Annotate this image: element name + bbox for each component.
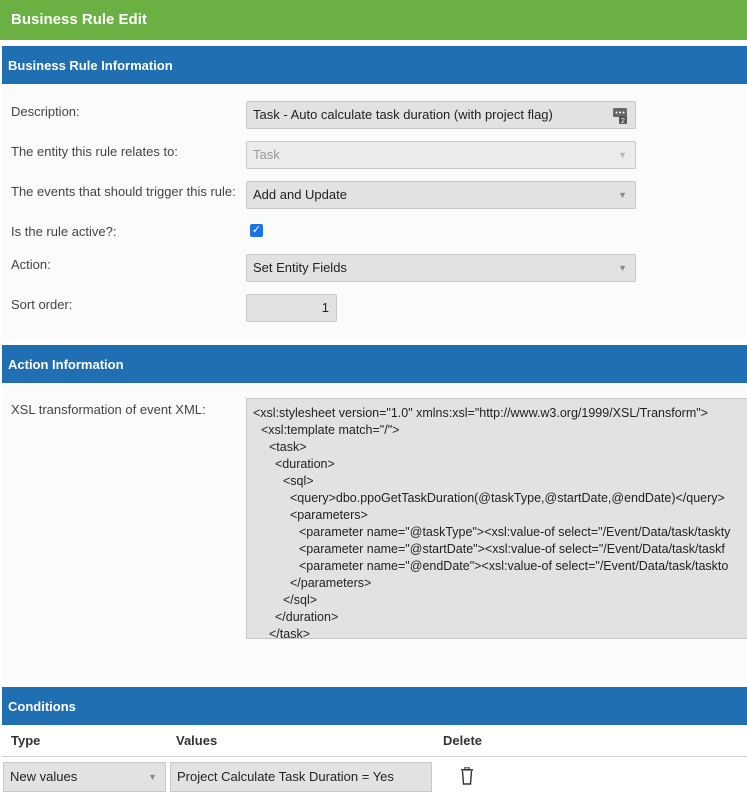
chevron-down-icon: ▼ [618, 190, 627, 200]
xsl-line: <xsl:stylesheet version="1.0" xmlns:xsl="http://www.w3.org/1999/XSL/Transform"> [253, 406, 708, 420]
entity-value: Task [253, 147, 280, 162]
xsl-line: </sql> [283, 593, 318, 607]
xsl-line: <duration> [275, 457, 335, 471]
xsl-line: <task> [269, 440, 307, 454]
action-select[interactable] [246, 254, 636, 282]
trash-icon[interactable] [459, 767, 475, 785]
action-value: Set Entity Fields [253, 260, 347, 275]
conditions-column-values: Values [176, 733, 218, 748]
divider [2, 756, 747, 757]
entity-label: The entity this rule relates to: [11, 144, 178, 159]
xsl-line: <xsl:template match="/"> [261, 423, 400, 437]
events-label: The events that should trigger this rule: [11, 184, 236, 199]
active-checkbox[interactable]: ✓ [251, 224, 262, 236]
condition-type-select[interactable] [3, 762, 166, 792]
xsl-label: XSL transformation of event XML: [11, 402, 206, 417]
xsl-line: <sql> [283, 474, 314, 488]
events-value: Add and Update [253, 187, 347, 202]
xsl-line: </duration> [275, 610, 339, 624]
text-options-icon[interactable] [613, 107, 627, 123]
xsl-line: <parameter name="@startDate"><xsl:value-of select="/Event/Data/task/taskf [299, 542, 725, 556]
condition-type-value: New values [10, 769, 78, 784]
description-label: Description: [11, 104, 80, 119]
section-header-conditions: Conditions [2, 687, 747, 725]
sort-order-label: Sort order: [11, 297, 73, 312]
page-title: Business Rule Edit [0, 0, 747, 40]
conditions-column-type: Type [11, 733, 41, 748]
svg-text:2: 2 [621, 118, 625, 124]
chevron-down-icon: ▼ [618, 263, 627, 273]
sort-order-input[interactable]: 1 [246, 294, 337, 322]
xsl-line: <parameter name="@endDate"><xsl:value-of select="/Event/Data/task/taskto [299, 559, 729, 573]
action-label: Action: [11, 257, 51, 272]
section-header-business-rule-information: Business Rule Information [2, 46, 747, 84]
section-header-action-information: Action Information [2, 345, 747, 383]
xsl-line: <parameter name="@taskType"><xsl:value-of select="/Event/Data/task/taskty [299, 525, 731, 539]
conditions-column-delete: Delete [443, 733, 483, 748]
active-label: Is the rule active?: [11, 224, 117, 239]
xsl-line: <parameters> [290, 508, 368, 522]
xsl-line: </task> [269, 627, 310, 639]
chevron-down-icon: ▼ [618, 150, 627, 160]
xsl-textarea[interactable] [246, 398, 747, 639]
description-value: Task - Auto calculate task duration (with project flag) [253, 107, 553, 122]
xsl-line: </parameters> [290, 576, 372, 590]
entity-select [246, 141, 636, 169]
chevron-down-icon: ▼ [148, 772, 157, 782]
xsl-line: <query>dbo.ppoGetTaskDuration(@taskType,@startDate,@endDate)</query> [290, 491, 725, 505]
events-select[interactable] [246, 181, 636, 209]
description-input[interactable] [246, 101, 636, 129]
condition-value-input[interactable]: Project Calculate Task Duration = Yes [170, 762, 432, 792]
